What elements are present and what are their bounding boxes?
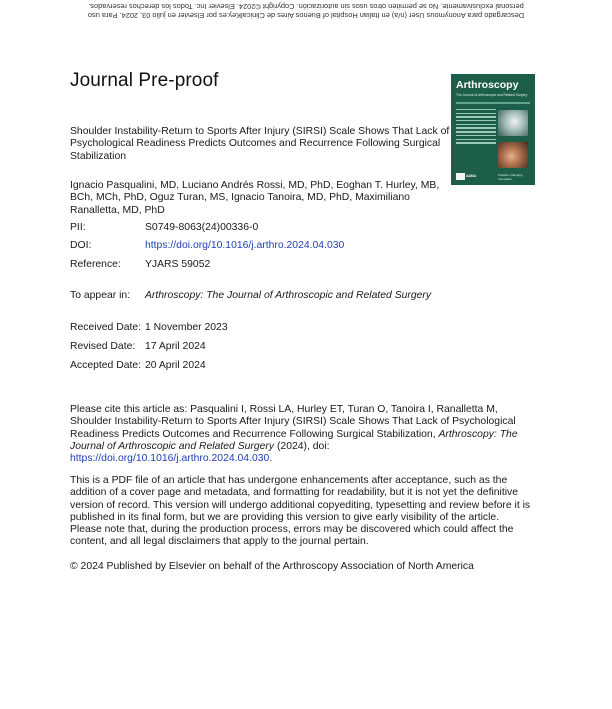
pii-label: PII: (70, 222, 86, 233)
revised-date-label: Revised Date: (70, 341, 136, 352)
cover-contents-lines (456, 109, 496, 146)
watermark-line: personal exclusivamente. No se permiten otros usos sin autorización. Copyright ©2024. Elsevier Inc. Todos los derechos reservados. (88, 2, 524, 11)
journal-cover-image (451, 74, 535, 185)
disclaimer-paragraph: This is a PDF file of an article that has undergone enhancements after acceptance, such as the addition of a cover page and metadata, and formatting for readability, but it is not yet the definitive version of record. This version will undergo additional copyediting, typesetting and review before it is published in its final form, but we are providing this version to give early visibility of the article. Please note that, during the production process, errors may be discovered which could affect the content, and all legal disclaimers that apply to the journal pertain. (70, 475, 531, 548)
pii-value: S0749-8063(24)00336-0 (145, 222, 259, 233)
received-date-value: 1 November 2023 (145, 322, 228, 333)
reference-label: Reference: (70, 259, 121, 270)
cover-arthroscopic-image (498, 110, 528, 136)
citation-year: (2024), doi: (276, 440, 330, 452)
cover-divider (456, 102, 530, 104)
journal-pre-proof-heading: Journal Pre-proof (70, 70, 219, 91)
cover-footer-text: Practice Changing Innovation (498, 173, 523, 181)
accepted-date-label: Accepted Date: (70, 360, 142, 371)
citation-text: Please cite this article as: Pasqualini I, Rossi LA, Hurley ET, Turan O, Tanoira I, Ranalletta M, Shoulder Instability-Return to Sports After Injury (SIRSI) Scale Shows That Lack of Psychological Readiness Predicts Outcomes and Recurrence Following Surgical Stabilization, (70, 404, 516, 440)
cover-surgical-image (498, 142, 528, 168)
article-title: Shoulder Instability-Return to Sports After Injury (SIRSI) Scale Shows That Lack of Psychological Readiness Predicts Outcomes and Recurrence Following Surgical Stabilization (70, 126, 450, 162)
citation-end: . (269, 453, 273, 465)
download-watermark (0, 2, 612, 20)
reference-value: YJARS 59052 (145, 259, 211, 270)
received-date-label: Received Date: (70, 322, 142, 333)
citation-doi-link[interactable]: https://doi.org/10.1016/j.arthro.2024.04.030 (70, 453, 270, 465)
cover-subtitle: The Journal of Arthroscopic and Related Surgery (456, 93, 528, 97)
article-authors: Ignacio Pasqualini, MD, Luciano Andrés Rossi, MD, PhD, Eoghan T. Hurley, MB, BCh, MCh, PhD, Oguz Turan, MS, Ignacio Tanoira, MD, PhD, Maximiliano Ranalletta, MD, PhD (70, 180, 440, 216)
cover-logo-text: AANA (466, 174, 477, 178)
journal-name-value: Arthroscopy: The Journal of Arthroscopic and Related Surgery (145, 290, 432, 301)
aana-logo-icon (456, 173, 465, 180)
copyright-notice: © 2024 Published by Elsevier on behalf of the Arthroscopy Association of North America (70, 561, 474, 572)
doi-label: DOI: (70, 240, 92, 251)
watermark-line: Descargado para Anonymous User (n/a) en Italian Hospital of Buenos Aires de ClinicalKey.es por Elsevier en julio 03, 2024. Para uso (87, 11, 525, 20)
citation-journal: Arthroscopy: The Journal of Arthroscopic and Related Surgery (70, 428, 518, 452)
to-appear-label: To appear in: (70, 290, 131, 301)
accepted-date-value: 20 April 2024 (145, 360, 206, 371)
doi-link[interactable]: https://doi.org/10.1016/j.arthro.2024.04.030 (145, 240, 345, 251)
citation-paragraph (70, 404, 533, 465)
revised-date-value: 17 April 2024 (145, 341, 206, 352)
cover-journal-name: Arthroscopy (456, 79, 519, 91)
